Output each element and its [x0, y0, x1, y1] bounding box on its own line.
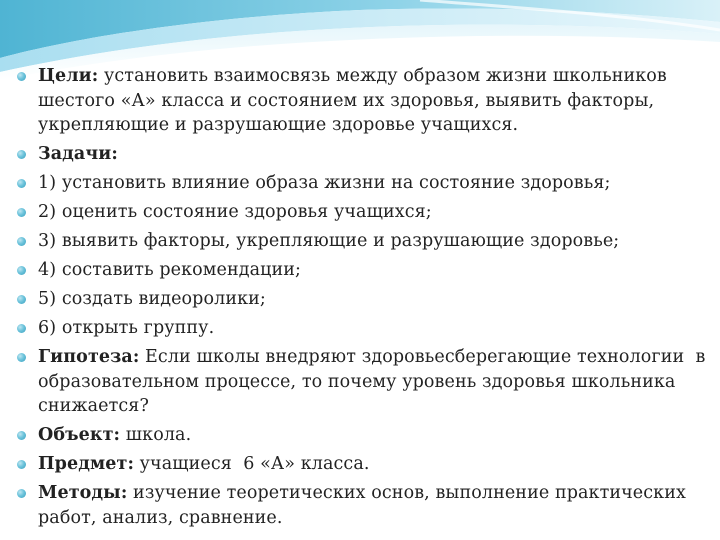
item-text: 5) создать видеоролики; [38, 289, 266, 309]
list-item [14, 452, 714, 477]
bullet-icon [17, 353, 26, 362]
bullet-icon [17, 72, 26, 81]
item-text: учащиеся 6 «А» класса. [134, 454, 370, 474]
item-label: Задачи: [38, 144, 118, 164]
list-item [14, 258, 714, 283]
list-item [14, 64, 714, 138]
bullet-icon [17, 460, 26, 469]
item-text: школа. [120, 425, 192, 445]
item-label: Гипотеза: [38, 347, 140, 367]
list-item [14, 200, 714, 225]
list-item [14, 287, 714, 312]
item-text: 1) установить влияние образа жизни на состояние здоровья; [38, 173, 611, 193]
bullet-icon [17, 208, 26, 217]
item-text: 2) оценить состояние здоровья учащихся; [38, 202, 432, 222]
item-label: Методы: [38, 483, 128, 503]
bullet-icon [17, 295, 26, 304]
list-item [14, 423, 714, 448]
list-item [14, 171, 714, 196]
bullet-icon [17, 324, 26, 333]
list-item [14, 229, 714, 254]
item-label: Объект: [38, 425, 121, 445]
list-item [14, 316, 714, 341]
slide-content [14, 64, 714, 535]
bullet-icon [17, 431, 26, 440]
item-text: 3) выявить факторы, укрепляющие и разрушающие здоровье; [38, 231, 620, 251]
list-item [14, 481, 714, 530]
bullet-icon [17, 150, 26, 159]
item-text: 6) открыть группу. [38, 318, 215, 338]
list-item [14, 142, 714, 167]
bullet-icon [17, 489, 26, 498]
item-text: установить взаимосвязь между образом жизни школьников шестого «А» класса и состоянием их здоровья, выявить факторы, укрепляющие и разрушающие здоровье учащихся. [38, 66, 673, 135]
bullet-icon [17, 237, 26, 246]
item-text: 4) составить рекомендации; [38, 260, 302, 280]
item-text: Если школы внедряют здоровьесберегающие технологии в образовательном процессе, то почему уровень здоровья школьника снижается? [38, 347, 712, 416]
item-label: Цели: [38, 66, 99, 86]
item-text: изучение теоретических основ, выполнение практических работ, анализ, сравнение. [38, 483, 692, 528]
list-item [14, 345, 714, 419]
bullet-list [14, 64, 714, 530]
bullet-icon [17, 179, 26, 188]
item-label: Предмет: [38, 454, 134, 474]
bullet-icon [17, 266, 26, 275]
